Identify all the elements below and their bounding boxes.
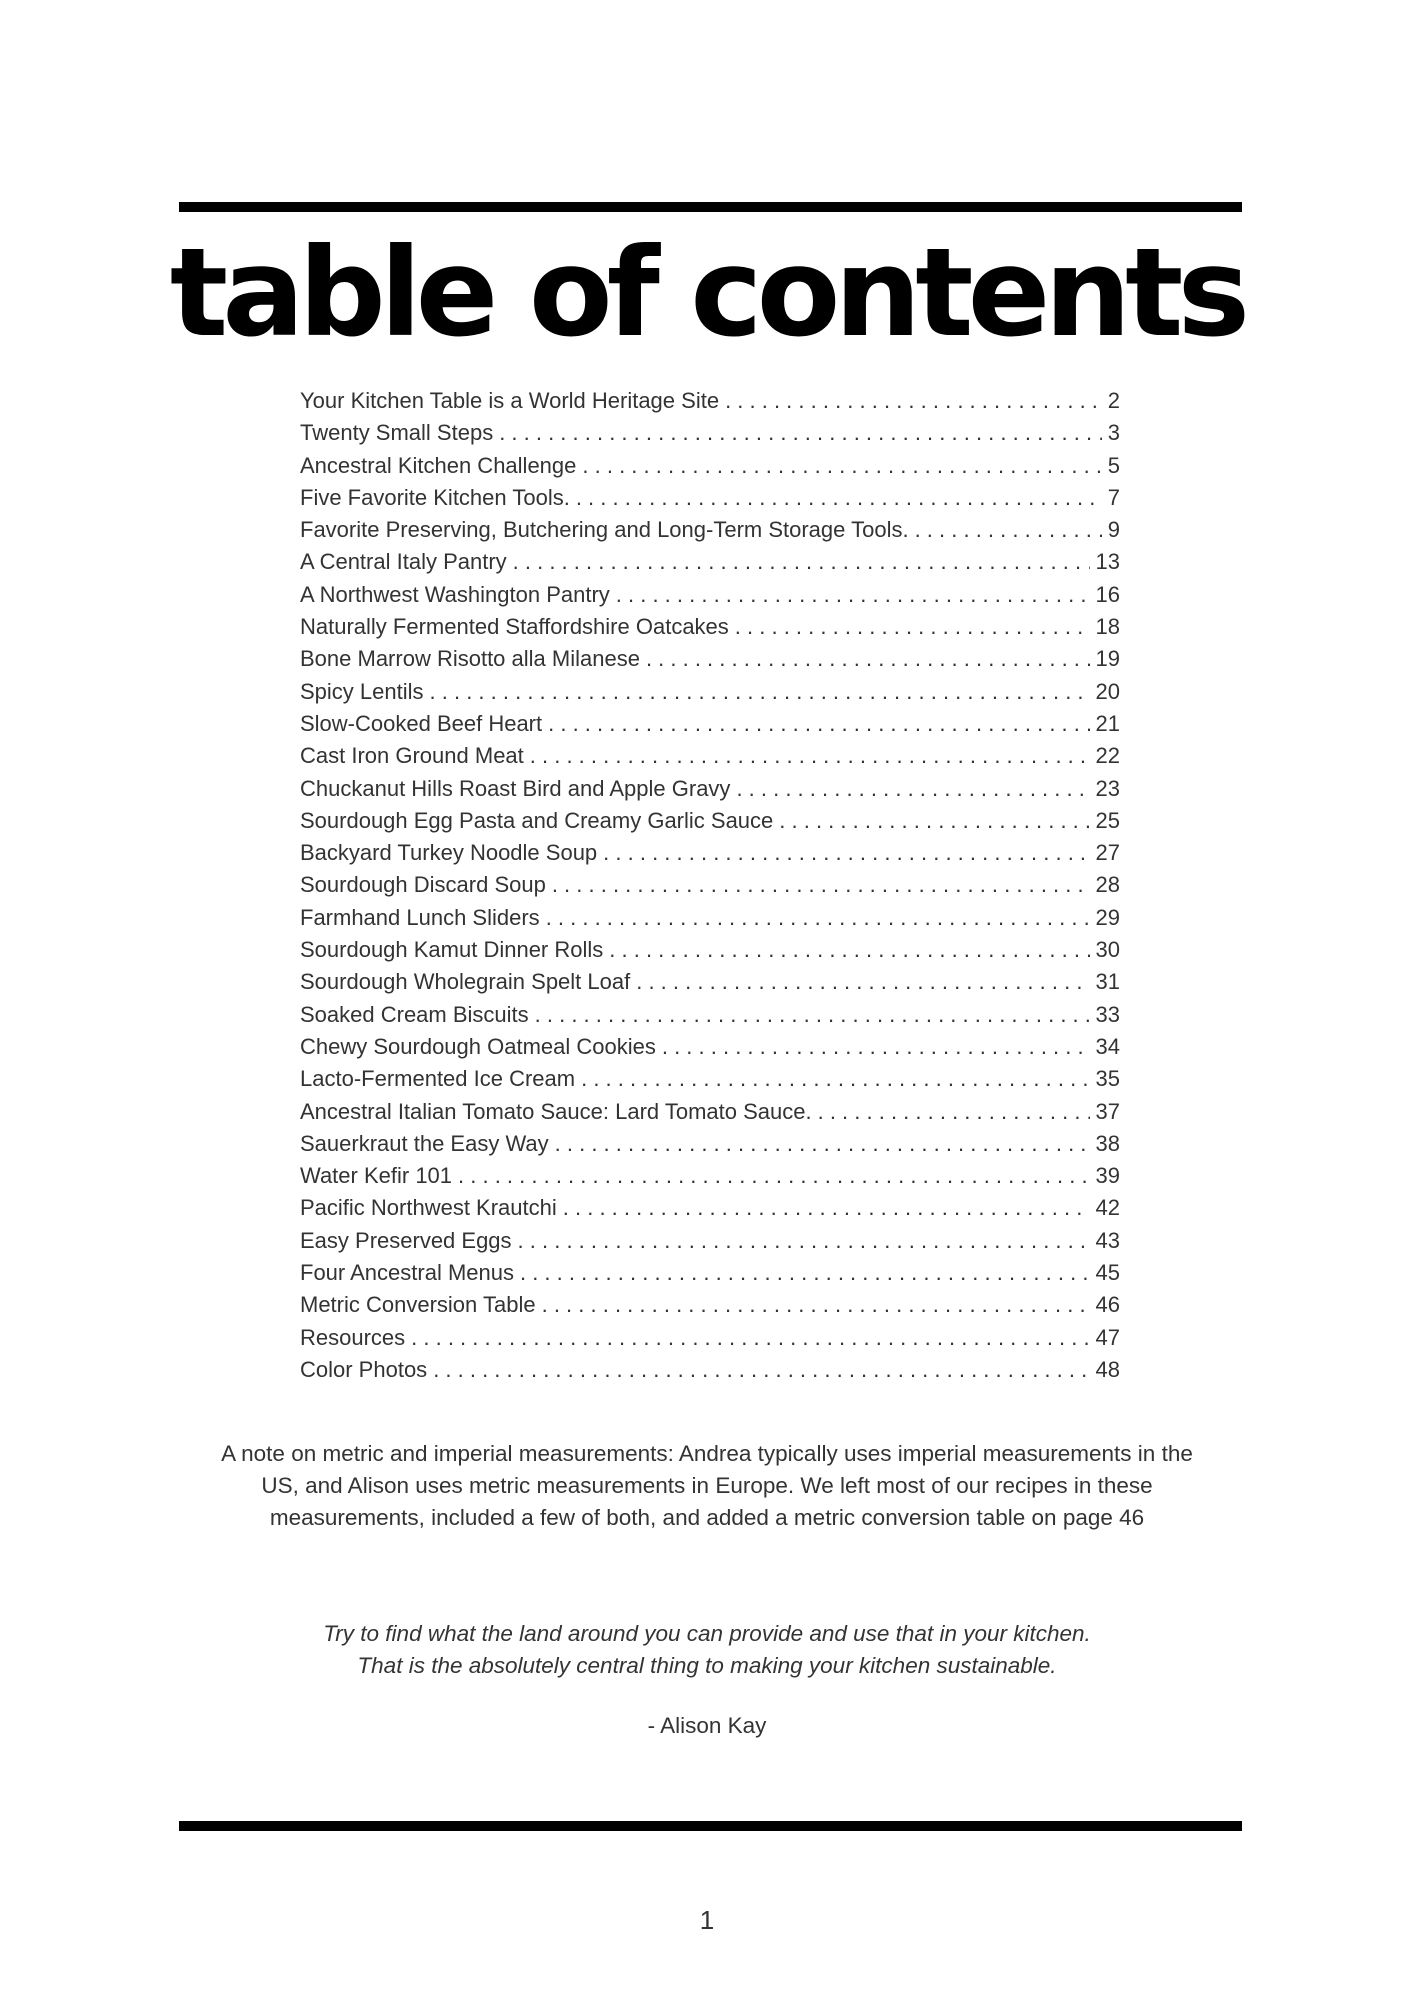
toc-dot-leader [603,840,1089,866]
toc-entry-title: Color Photos [300,1356,428,1382]
toc-dot-leader [609,937,1089,963]
toc-entry[interactable] [300,517,1120,549]
toc-dot-leader [915,517,1102,543]
toc-entry[interactable] [300,485,1120,517]
toc-dot-leader [518,1228,1090,1254]
toc-entry[interactable] [300,388,1120,420]
toc-entry[interactable] [300,840,1120,872]
toc-entry-page: 46 [1095,1292,1120,1318]
toc-entry-page: 38 [1095,1130,1120,1156]
page-number: 1 [699,1905,715,1935]
toc-entry-title: A Central Italy Pantry [300,549,507,575]
toc-dot-leader [433,1357,1089,1383]
toc-entry[interactable] [300,582,1120,614]
toc-entry-page: 2 [1107,388,1120,413]
toc-entry-title: Spicy Lentils [300,678,424,704]
toc-entry-page: 37 [1095,1098,1120,1124]
toc-entry-page: 23 [1095,775,1120,801]
toc-entry-page: 48 [1095,1356,1120,1382]
toc-entry-title: Metric Conversion Table [300,1292,536,1318]
toc-dot-leader [548,711,1089,737]
toc-entry-page: 21 [1095,710,1120,736]
toc-dot-leader [636,969,1089,995]
toc-entry-title: Resources [300,1324,406,1350]
toc-entry[interactable] [300,743,1120,775]
toc-entry[interactable] [300,549,1120,581]
toc-entry-title: Ancestral Kitchen Challenge [300,452,577,478]
measurement-note: A note on metric and imperial measurements: Andrea typically uses imperial measurements in the US, and Alison uses metric measurements in Europe. We left most of our recipes in these measurements, included a few of both, and added a metric conversion table on page 46 [221,1441,1193,1530]
toc-entry-page: 9 [1107,517,1120,543]
quote-attribution: - Alison Kay [647,1713,767,1738]
toc-entry[interactable] [300,1066,1120,1098]
toc-entry-page: 33 [1095,1001,1120,1027]
toc-dot-leader [513,549,1090,575]
toc-dot-leader [555,1131,1090,1157]
toc-entry[interactable] [300,453,1120,485]
toc-entry[interactable] [300,1195,1120,1227]
toc-entry-title: Easy Preserved Eggs [300,1227,512,1253]
toc-dot-leader [725,388,1102,414]
toc-dot-leader [735,614,1090,640]
toc-entry[interactable] [300,1131,1120,1163]
toc-dot-leader [552,872,1090,898]
toc-entry[interactable] [300,776,1120,808]
toc-entry-page: 30 [1095,937,1120,963]
toc-dot-leader [581,1066,1089,1092]
toc-entry[interactable] [300,872,1120,904]
toc-dot-leader [535,1002,1090,1028]
toc-entry-page: 27 [1095,840,1120,866]
toc-entry[interactable] [300,905,1120,937]
toc-entry-title: Backyard Turkey Noodle Soup [300,840,598,866]
toc-entry-page: 29 [1095,904,1120,930]
bottom-divider [179,1821,1242,1831]
toc-entry-page: 3 [1107,420,1120,446]
toc-entry-page: 5 [1107,452,1120,478]
toc-entry-page: 34 [1095,1033,1120,1059]
toc-entry-title: Sourdough Egg Pasta and Creamy Garlic Sauce [300,807,774,833]
toc-entry-page: 31 [1095,969,1120,995]
toc-entry[interactable] [300,808,1120,840]
toc-entry[interactable] [300,1034,1120,1066]
toc-entry-title: Slow-Cooked Beef Heart [300,710,543,736]
toc-entry-page: 25 [1095,807,1120,833]
toc-entry[interactable] [300,1325,1120,1357]
toc-entry-title: Farmhand Lunch Sliders [300,904,540,930]
toc-entry-title: Chewy Sourdough Oatmeal Cookies [300,1033,656,1059]
toc-entry[interactable] [300,969,1120,1001]
toc-dot-leader [646,646,1090,672]
toc-entry-title: Lacto-Fermented Ice Cream [300,1066,576,1092]
toc-entry-title: Five Favorite Kitchen Tools. [300,484,570,510]
toc-entry[interactable] [300,1163,1120,1195]
toc-entry[interactable] [300,1228,1120,1260]
toc-entry-title: Sourdough Wholegrain Spelt Loaf [300,969,631,995]
toc-entry-title: Ancestral Italian Tomato Sauce: Lard Tomato Sauce. [300,1098,812,1124]
toc-dot-leader [563,1195,1090,1221]
toc-dot-leader [546,905,1090,931]
toc-entry-page: 45 [1095,1260,1120,1286]
toc-dot-leader [779,808,1089,834]
toc-entry[interactable] [300,1002,1120,1034]
toc-entry-title: Sauerkraut the Easy Way [300,1130,549,1156]
toc-entry-title: Favorite Preserving, Butchering and Long-Term Storage Tools. [300,517,909,543]
toc-entry-page: 18 [1095,614,1120,640]
toc-entry[interactable] [300,711,1120,743]
toc-dot-leader [520,1260,1090,1286]
toc-entry-title: Sourdough Kamut Dinner Rolls [300,937,604,963]
quote-line-2: That is the absolutely central thing to making your kitchen sustainable. [357,1653,1057,1678]
top-divider [179,202,1242,212]
toc-entry-title: Water Kefir 101 [300,1163,453,1189]
toc-dot-leader [576,485,1102,511]
toc-entry[interactable] [300,420,1120,452]
toc-dot-leader [499,420,1102,446]
toc-entry-title: Sourdough Discard Soup [300,872,546,898]
toc-entry-page: 7 [1107,484,1120,510]
toc-entry-page: 43 [1095,1227,1120,1253]
toc-entry-page: 39 [1095,1163,1120,1189]
toc-dot-leader [542,1292,1090,1318]
toc-entry[interactable] [300,1292,1120,1324]
toc-entry-title: Cast Iron Ground Meat [300,743,524,769]
toc-entry[interactable] [300,1260,1120,1292]
toc-entry-title: Naturally Fermented Staffordshire Oatcakes [300,614,729,640]
page-title: table of contents [169,222,1245,364]
toc-entry-page: 20 [1095,678,1120,704]
toc-entry[interactable] [300,614,1120,646]
toc-entry-title: Chuckanut Hills Roast Bird and Apple Gravy [300,775,731,801]
toc-entry-title: Four Ancestral Menus [300,1260,514,1286]
toc-dot-leader [616,582,1090,608]
quote-line-1: Try to find what the land around you can provide and use that in your kitchen. [323,1621,1091,1646]
toc-entry-page: 16 [1095,581,1120,607]
table-of-contents-list [300,388,1120,1389]
toc-entry-title: A Northwest Washington Pantry [300,581,610,607]
toc-dot-leader [582,453,1101,479]
toc-entry-page: 42 [1095,1195,1120,1221]
quote [200,1618,1214,1682]
toc-entry-page: 13 [1095,549,1120,575]
toc-entry-title: Your Kitchen Table is a World Heritage Site [300,388,720,413]
toc-dot-leader [530,743,1090,769]
toc-dot-leader [430,679,1090,705]
toc-dot-leader [736,776,1089,802]
toc-dot-leader [662,1034,1090,1060]
toc-entry[interactable] [300,1357,1120,1389]
toc-entry[interactable] [300,646,1120,678]
toc-entry-page: 35 [1095,1066,1120,1092]
toc-entry-page: 22 [1095,743,1120,769]
toc-entry-title: Bone Marrow Risotto alla Milanese [300,646,640,672]
toc-entry-title: Pacific Northwest Krautchi [300,1195,557,1221]
toc-entry-page: 28 [1095,872,1120,898]
toc-entry-title: Twenty Small Steps [300,420,494,446]
toc-dot-leader [818,1099,1090,1125]
toc-entry-page: 19 [1095,646,1120,672]
toc-entry[interactable] [300,1099,1120,1131]
toc-entry-title: Soaked Cream Biscuits [300,1001,529,1027]
toc-dot-leader [411,1325,1089,1351]
toc-dot-leader [458,1163,1089,1189]
toc-entry[interactable] [300,937,1120,969]
toc-entry-page: 47 [1095,1324,1120,1350]
toc-entry[interactable] [300,679,1120,711]
